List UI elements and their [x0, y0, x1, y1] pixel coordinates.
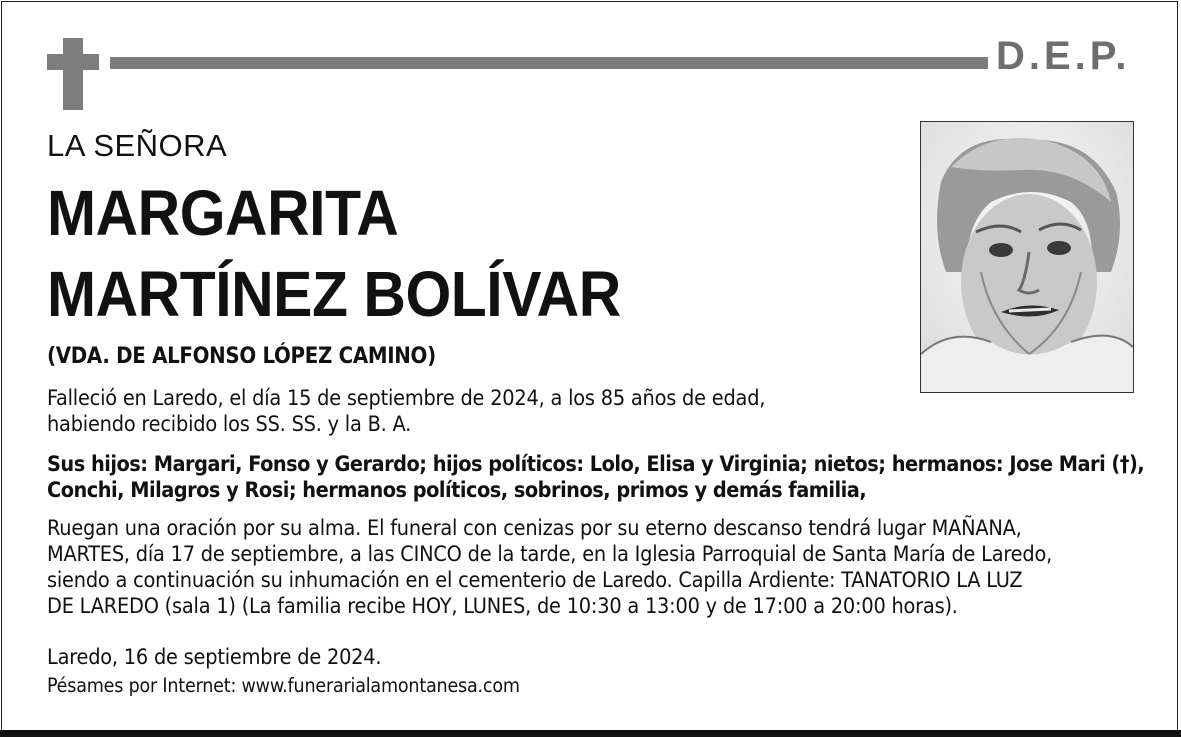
bottom-rule	[0, 730, 1181, 737]
deceased-name-line1: MARGARITA	[47, 177, 399, 249]
service-line: siendo a continuación su inhumación en el cementerio de Laredo. Capilla Ardiente: TANATORIO LA LUZ	[47, 568, 1023, 593]
condolences-line: Pésames por Internet: www.funerarialamontanesa.com	[47, 674, 520, 697]
service-line: Ruegan una oración por su alma. El funeral con cenizas por su eterno descanso tendrá lugar MAÑANA,	[47, 516, 1022, 541]
death-notice-line: Falleció en Laredo, el día 15 de septiembre de 2024, a los 85 años de edad,	[47, 386, 766, 411]
date-line: Laredo, 16 de septiembre de 2024.	[47, 645, 382, 670]
portrait-image	[921, 122, 1133, 392]
service-line: DE LAREDO (sala 1) (La familia recibe HOY, LUNES, de 10:30 a 13:00 y de 17:00 a 20:00 horas).	[47, 594, 958, 619]
cross-icon-arm	[47, 54, 99, 70]
family-list	[47, 452, 1144, 504]
family-line: Conchi, Milagros y Rosi; hermanos políticos, sobrinos, primos y demás familia,	[47, 478, 867, 503]
header-rule	[110, 57, 988, 69]
death-notice	[47, 386, 765, 438]
deceased-name-line2: MARTÍNEZ BOLÍVAR	[47, 258, 621, 330]
dep-label: D.E.P.	[996, 34, 1131, 78]
family-line: Sus hijos: Margari, Fonso y Gerardo; hijos políticos: Lolo, Elisa y Virginia; nietos; hermanos: Jose Mari (†),	[47, 452, 1145, 477]
portrait-photo	[920, 121, 1134, 393]
cross-icon	[63, 38, 83, 110]
title-prefix: LA SEÑORA	[47, 128, 228, 163]
service-line: MARTES, día 17 de septiembre, a las CINCO de la tarde, en la Iglesia Parroquial de Santa María de Laredo,	[47, 542, 1053, 567]
service-details	[47, 516, 1052, 620]
widow-of: (VDA. DE ALFONSO LÓPEZ CAMINO)	[47, 344, 436, 369]
death-notice-line: habiendo recibido los SS. SS. y la B. A.	[47, 412, 412, 437]
